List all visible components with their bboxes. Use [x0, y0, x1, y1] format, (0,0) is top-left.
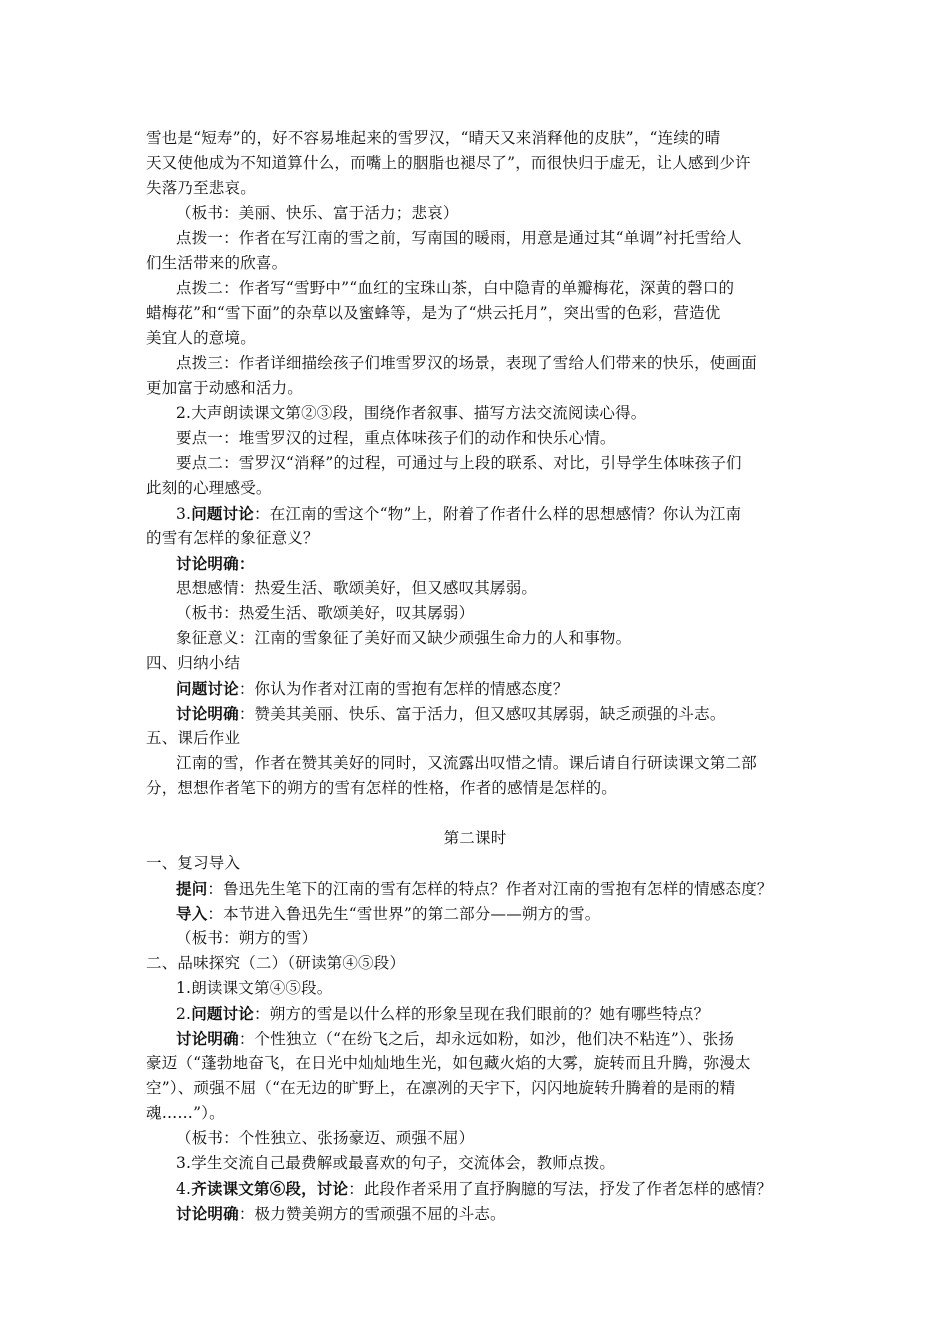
bold-label: 问题讨论 [191, 1004, 255, 1023]
text-run: ：鲁迅先生笔下的江南的雪有怎样的特点？作者对江南的雪抱有怎样的情感态度？ [207, 880, 773, 898]
section-title [0, 826, 950, 851]
text-line [176, 1126, 816, 1151]
text-run: （板书：个性独立、张扬豪迈、顽强不屈） [176, 1129, 475, 1147]
text-run: （板书：美丽、快乐、富于活力；悲哀） [176, 204, 459, 222]
bold-label: 讨论明确 [176, 704, 239, 723]
bold-label: 齐读课文第⑥段，讨论 [191, 1179, 349, 1198]
text-run: 更加富于动感和活力。 [146, 379, 304, 397]
text-line [176, 901, 816, 927]
text-line [146, 851, 816, 876]
text-run: 空”）、顽强不屈（“在无边的旷野上，在凛冽的天宇下，闪闪地旋转升腾着的是雨的精 [146, 1079, 736, 1097]
text-run: 四、归纳小结 [146, 654, 241, 672]
text-line [176, 1026, 816, 1052]
text-run: 3. [176, 505, 192, 523]
text-line [146, 1051, 816, 1076]
text-line [146, 476, 816, 501]
text-line [146, 726, 816, 751]
text-run: 天又使他成为不知道算什么，而嘴上的胭脂也褪尽了”，而很快归于虚无，让人感到少许 [146, 154, 751, 172]
text-line [176, 1151, 816, 1176]
text-run: ：在江南的雪这个“物”上，附着了作者什么样的思想感情？你认为江南 [254, 505, 742, 523]
text-run: ：本节进入鲁迅先生“雪世界”的第二部分——朔方的雪。 [207, 905, 601, 923]
text-line [146, 951, 816, 976]
text-line [176, 351, 816, 376]
bold-label: 问题讨论 [176, 679, 239, 698]
text-run: 1.朗读课文第④⑤段。 [176, 979, 333, 997]
text-run: ：此段作者采用了直抒胸臆的写法，抒发了作者怎样的感情？ [348, 1180, 773, 1198]
text-run: ：朔方的雪是以什么样的形象呈现在我们眼前的？她有哪些特点？ [254, 1005, 710, 1023]
text-line [176, 276, 816, 301]
text-line [176, 976, 816, 1001]
bold-label: 问题讨论 [191, 504, 255, 523]
text-line [176, 1201, 816, 1227]
bold-label: 导入 [176, 904, 208, 923]
text-line [176, 926, 816, 951]
text-run: 分，想想作者笔下的朔方的雪有怎样的性格，作者的感情是怎样的。 [146, 779, 618, 797]
text-line [176, 876, 816, 902]
text-run: ：赞美其美丽、快乐、富于活力，但又感叹其孱弱，缺乏顽强的斗志。 [238, 705, 726, 723]
text-run: 们生活带来的欣喜。 [146, 254, 288, 272]
text-run: 豪迈（“蓬勃地奋飞，在日光中灿灿地生光，如包藏火焰的大雾，旋转而且升腾，弥漫太 [146, 1054, 751, 1072]
text-line [176, 551, 816, 577]
text-line [176, 576, 816, 601]
text-line [146, 151, 816, 176]
text-run: 4. [176, 1180, 192, 1198]
text-run: 魂……”）。 [146, 1104, 225, 1122]
text-run: ：极力赞美朔方的雪顽强不屈的斗志。 [238, 1205, 506, 1223]
text-line [176, 426, 816, 451]
text-line [176, 226, 816, 251]
text-line [176, 676, 816, 702]
bold-label: 提问 [176, 879, 208, 898]
text-line [176, 201, 816, 226]
text-line [146, 1076, 816, 1101]
text-line [146, 526, 816, 551]
text-line [146, 251, 816, 276]
bold-label: 讨论明确 [176, 1029, 239, 1048]
text-line [176, 751, 816, 776]
text-line [176, 401, 816, 426]
text-run: ：你认为作者对江南的雪抱有怎样的情感态度？ [238, 680, 569, 698]
text-line [176, 701, 816, 727]
text-run: ：个性独立（“在纷飞之后，却永远如粉，如沙，他们决不粘连”）、张扬 [238, 1030, 735, 1048]
text-line [146, 1101, 816, 1126]
text-line [146, 651, 816, 676]
text-line [146, 776, 816, 801]
text-run: 雪也是“短寿”的，好不容易堆起来的雪罗汉，“晴天又来消释他的皮肤”，“连续的晴 [146, 129, 721, 147]
text-run: 第二课时 [443, 829, 507, 847]
text-run: 的雪有怎样的象征意义？ [146, 529, 319, 547]
text-run: 思想感情：热爱生活、歌颂美好，但又感叹其孱弱。 [176, 579, 538, 597]
text-run: 要点一：堆雪罗汉的过程，重点体味孩子们的动作和快乐心情。 [176, 429, 616, 447]
text-run: （板书：热爱生活、歌颂美好，叹其孱弱） [176, 604, 475, 622]
text-line [146, 301, 816, 326]
bold-label: 讨论明确 [176, 554, 239, 573]
text-run: 点拨三：作者详细描绘孩子们堆雪罗汉的场景，表现了雪给人们带来的快乐，使画面 [176, 354, 757, 372]
bold-label: ： [238, 554, 255, 573]
text-line [146, 326, 816, 351]
text-run: 失落乃至悲哀。 [146, 179, 256, 197]
bold-label: 讨论明确 [176, 1204, 239, 1223]
text-run: 点拨一：作者在写江南的雪之前，写南国的暖雨，用意是通过其“单调”衬托雪给人 [176, 229, 742, 247]
text-run: 2. [176, 1005, 192, 1023]
text-run: 美宜人的意境。 [146, 329, 256, 347]
text-run: 五、课后作业 [146, 729, 241, 747]
text-run: 点拨二：作者写“雪野中”“血红的宝珠山茶，白中隐青的单瓣梅花，深黄的磬口的 [176, 279, 735, 297]
text-line [176, 601, 816, 626]
text-line [146, 376, 816, 401]
text-line [176, 451, 816, 476]
text-run: 2.大声朗读课文第②③段，围绕作者叙事、描写方法交流阅读心得。 [176, 404, 647, 422]
text-run: 3.学生交流自己最费解或最喜欢的句子，交流体会，教师点拨。 [176, 1154, 616, 1172]
text-line [176, 1001, 816, 1027]
text-line [176, 1176, 816, 1202]
text-run: 要点二：雪罗汉“消释”的过程，可通过与上段的联系、对比，引导学生体味孩子们 [176, 454, 742, 472]
text-run: 一、复习导入 [146, 854, 241, 872]
text-line [146, 126, 816, 151]
text-line [146, 176, 816, 201]
text-run: 蜡梅花”和“雪下面”的杂草以及蜜蜂等，是为了“烘云托月”，突出雪的色彩，营造优 [146, 304, 721, 322]
text-run: 此刻的心理感受。 [146, 479, 272, 497]
text-run: （板书：朔方的雪） [176, 929, 318, 947]
text-line [176, 501, 816, 527]
text-run: 象征意义：江南的雪象征了美好而又缺少顽强生命力的人和事物。 [176, 629, 632, 647]
text-run: 江南的雪，作者在赞其美好的同时，又流露出叹惜之情。课后请自行研读课文第二部 [176, 754, 757, 772]
text-line [176, 626, 816, 651]
text-run: 二、品味探究（二）（研读第④⑤段） [146, 954, 406, 972]
